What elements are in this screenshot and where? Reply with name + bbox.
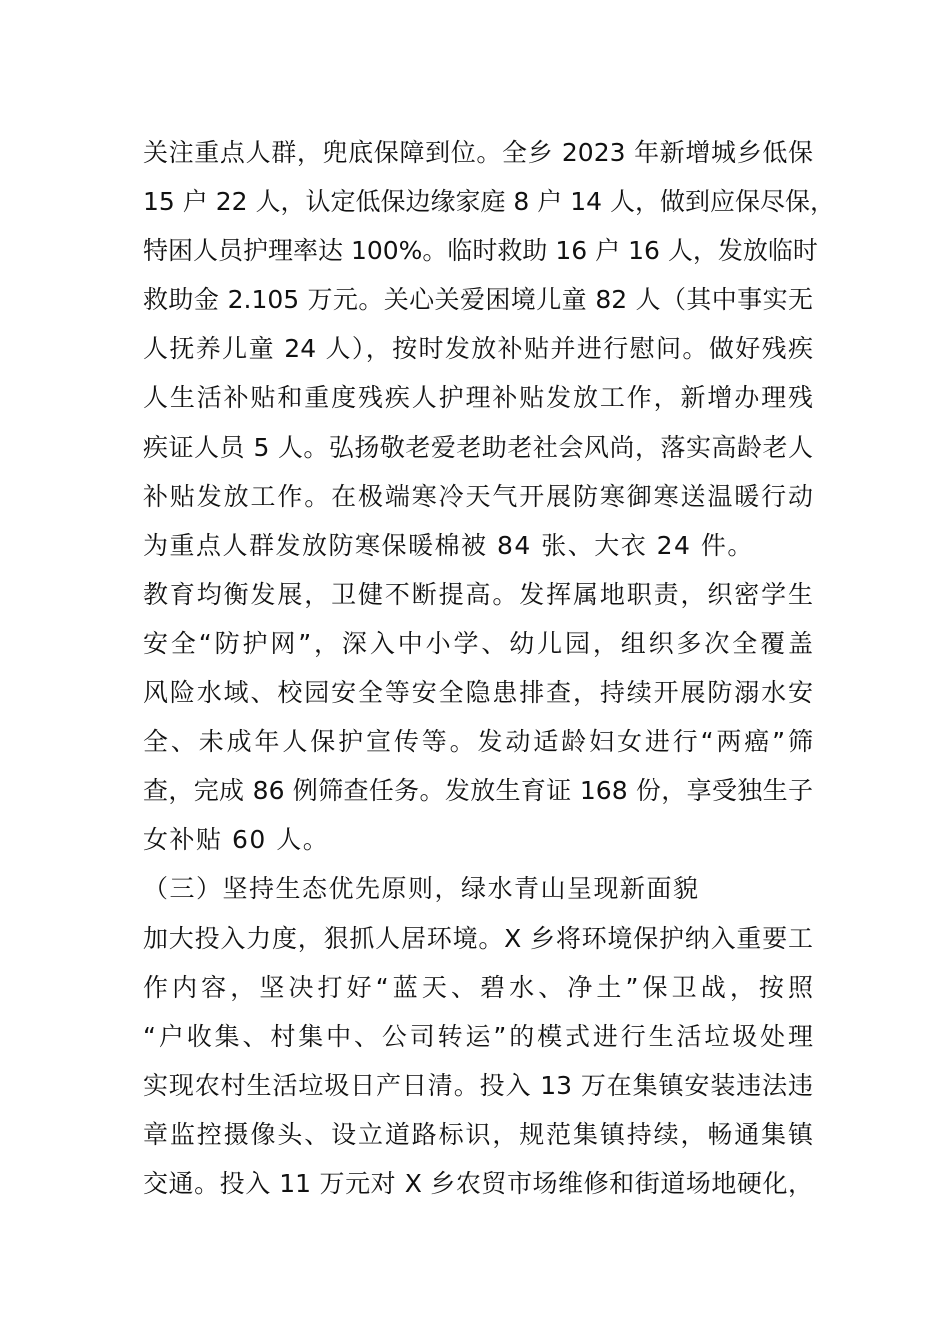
text-line-3: 特困人员护理率达 100%。临时救助 16 户 16 人，发放临时 <box>143 236 818 266</box>
text-line-18: 作内容，坚决打好“蓝天、碧水、净土”保卫战，按照 <box>143 972 813 1002</box>
text-line-14: 查，完成 86 例筛查任务。发放生育证 168 份，享受独生子 <box>143 776 813 806</box>
text-line-9: 为重点人群发放防寒保暖棉被 84 张、大衣 24 件。 <box>143 530 754 560</box>
text-line-19: “户收集、村集中、公司转运”的模式进行生活垃圾处理 <box>143 1021 813 1051</box>
text-line-13: 全、未成年人保护宣传等。发动适龄妇女进行“两癌”筛 <box>143 727 813 757</box>
text-line-6: 人生活补贴和重度残疾人护理补贴发放工作，新增办理残 <box>143 383 813 413</box>
text-line-12: 风险水域、校园安全等安全隐患排查，持续开展防溺水安 <box>143 678 813 708</box>
text-line-21: 章监控摄像头、设立道路标识，规范集镇持续，畅通集镇 <box>143 1119 813 1149</box>
section-heading: （三）坚持生态优先原则，绿水青山呈现新面貌 <box>143 874 700 904</box>
text-line-17: 加大投入力度，狠抓人居环境。X 乡将环境保护纳入重要工 <box>143 923 813 953</box>
text-line-2: 15 户 22 人，认定低保边缘家庭 8 户 14 人，做到应保尽保， <box>143 187 835 217</box>
body-text <box>143 128 835 1208</box>
text-line-10: 教育均衡发展，卫健不断提高。发挥属地职责，织密学生 <box>143 579 813 609</box>
text-line-1: 关注重点人群，兜底保障到位。全乡 2023 年新增城乡低保 <box>143 138 813 167</box>
text-line-7: 疾证人员 5 人。弘扬敬老爱老助老社会风尚，落实高龄老人 <box>143 432 813 462</box>
text-line-15: 女补贴 60 人。 <box>143 825 330 855</box>
text-line-22: 交通。投入 11 万元对 X 乡农贸市场维修和街道场地硬化， <box>143 1168 813 1198</box>
text-line-8: 补贴发放工作。在极端寒冷天气开展防寒御寒送温暖行动 <box>143 481 813 511</box>
text-line-4: 救助金 2.105 万元。关心关爱困境儿童 82 人（其中事实无 <box>143 285 813 315</box>
text-line-5: 人抚养儿童 24 人），按时发放补贴并进行慰问。做好残疾 <box>143 334 813 364</box>
text-line-20: 实现农村生活垃圾日产日清。投入 13 万在集镇安装违法违 <box>143 1070 813 1100</box>
text-line-11: 安全“防护网”，深入中小学、幼儿园，组织多次全覆盖 <box>143 628 813 658</box>
